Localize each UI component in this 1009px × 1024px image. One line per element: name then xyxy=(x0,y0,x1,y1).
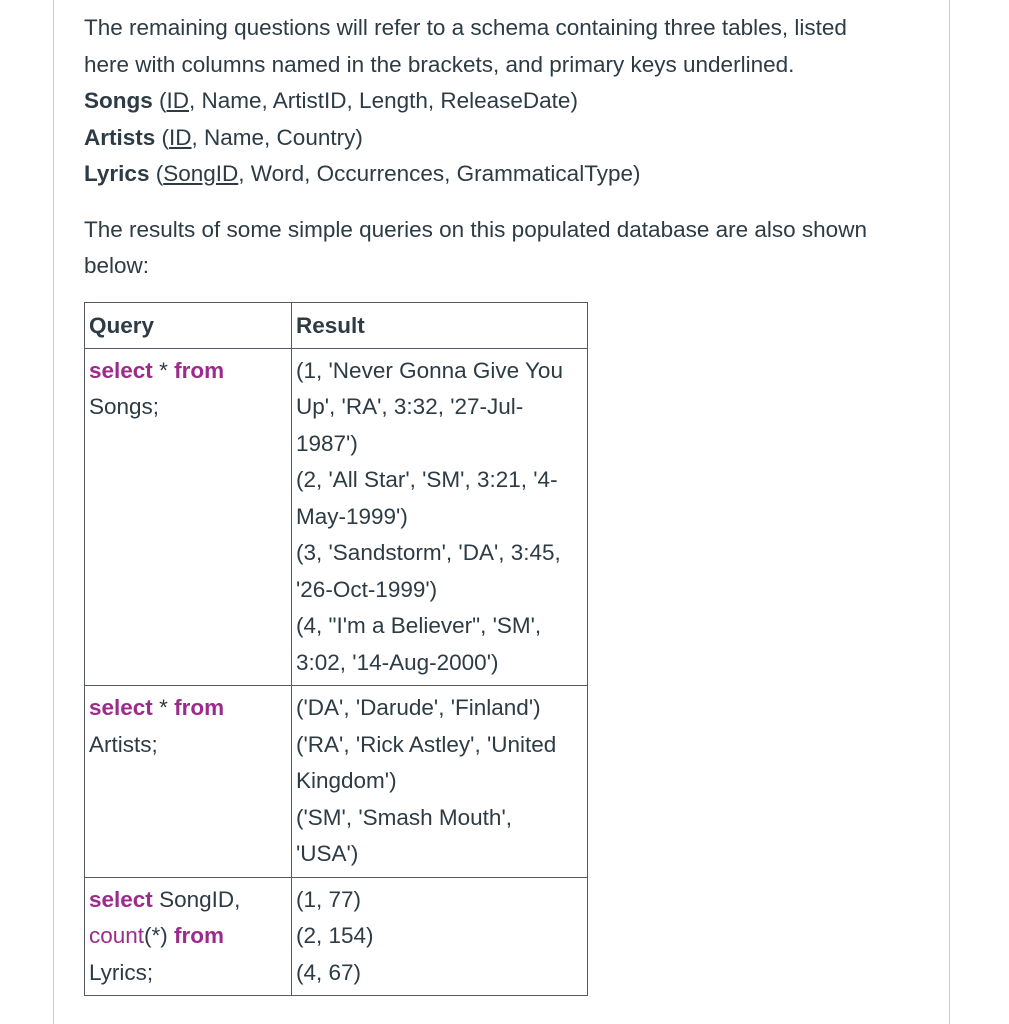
result-cell: (1, 77) (2, 154) (4, 67) xyxy=(292,877,588,996)
schema-artists: Artists (ID, Name, Country) xyxy=(84,124,363,150)
table-row xyxy=(85,348,588,686)
query-results-table xyxy=(84,302,588,996)
table-name-lyrics: Lyrics xyxy=(84,161,150,186)
primary-key-lyrics: SongID xyxy=(163,161,239,186)
query-cell: select * from Artists; xyxy=(85,686,292,878)
schema-songs: Songs (ID, Name, ArtistID, Length, ReleaseDate) xyxy=(84,88,578,113)
result-cell: ('DA', 'Darude', 'Finland') ('RA', 'Rick Astley', 'United Kingdom') ('SM', 'Smash Mouth', 'USA') xyxy=(292,686,588,878)
right-border xyxy=(949,0,950,1024)
schema-lyrics: Lyrics (SongID, Word, Occurrences, GrammaticalType) xyxy=(84,161,641,186)
table-name-artists: Artists xyxy=(84,124,156,150)
intro-line-1: The remaining questions will refer to a schema containing three tables, listed xyxy=(84,15,847,40)
table-row xyxy=(85,686,588,878)
left-border xyxy=(53,0,54,1024)
table-name-songs: Songs xyxy=(84,88,153,113)
result-cell: (1, 'Never Gonna Give You Up', 'RA', 3:32, '27-Jul- 1987') (2, 'All Star', 'SM', 3:21, '4- May-1999') (3, 'Sandstorm', 'DA', 3:45, '26-Oct-1999') (4, "I'm a Believer", 'SM', 3:02, '14-Aug-2000') xyxy=(292,348,588,686)
results-intro-line-1: The results of some simple queries on this populated database are also shown xyxy=(84,216,867,242)
results-intro-line-2: below: xyxy=(84,253,150,278)
primary-key-artists: ID xyxy=(169,124,192,150)
query-cell: select * from Songs; xyxy=(85,348,292,686)
intro-line-2: here with columns named in the brackets, and primary keys underlined. xyxy=(84,51,795,77)
question-intro xyxy=(84,10,934,285)
header-query: Query xyxy=(85,303,292,349)
table-row xyxy=(85,877,588,996)
primary-key-songs: ID xyxy=(166,88,190,113)
query-cell: select SongID, count(*) from Lyrics; xyxy=(85,877,292,996)
header-result: Result xyxy=(292,303,588,349)
table-header-row xyxy=(85,303,588,349)
